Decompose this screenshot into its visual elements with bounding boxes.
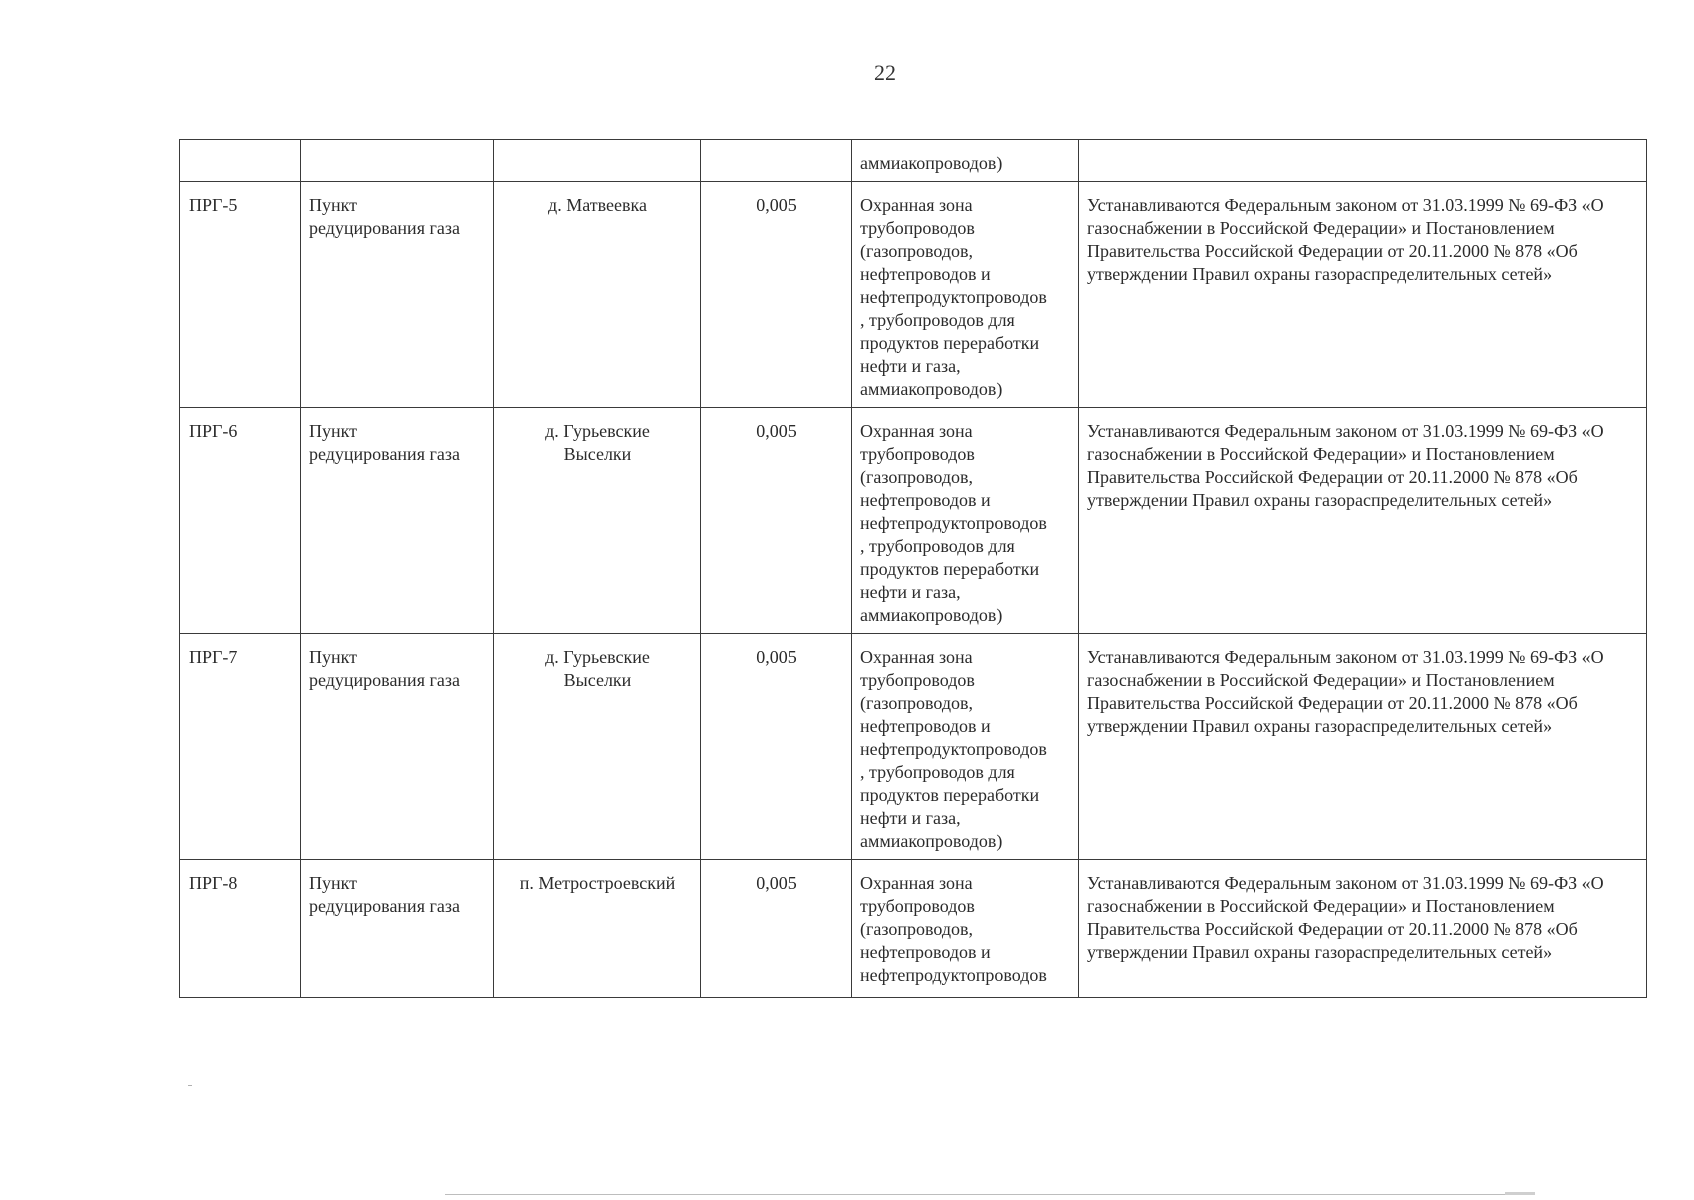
table-row [180, 634, 1647, 860]
object-code: ПРГ-6 [180, 408, 301, 634]
zones-table-container [179, 139, 1646, 998]
scan-edge-line [445, 1194, 1525, 1195]
object-code: ПРГ-5 [180, 182, 301, 408]
legal-basis: Устанавливаются Федеральным законом от 31.03.1999 № 69-ФЗ «О газоснабжении в Российской Федерации» и Постановлением Правительства Российской Федерации от 20.11.2000 № 878 «Об утверждении Правил охраны газораспределительных сетей» [1079, 634, 1647, 860]
scan-speck [1505, 1192, 1535, 1195]
table-cell [180, 140, 301, 182]
object-name: Пункт редуцирования газа [301, 182, 494, 408]
zone-type: Охранная зона трубопроводов (газопроводов, нефтепроводов и нефтепродуктопроводов , трубопроводов для продуктов переработки нефти и газа, аммиакопроводов) [852, 634, 1079, 860]
zone-value: 0,005 [701, 634, 852, 860]
page-number: 22 [874, 60, 896, 85]
object-code: ПРГ-8 [180, 860, 301, 998]
object-name: Пункт редуцирования газа [301, 634, 494, 860]
zone-cell: аммиакопроводов) [852, 140, 1079, 182]
object-location: д. Гурьевские Выселки [494, 634, 701, 860]
zone-type: Охранная зона трубопроводов (газопроводов, нефтепроводов и нефтепродуктопроводов [852, 860, 1079, 998]
legal-basis: Устанавливаются Федеральным законом от 31.03.1999 № 69-ФЗ «О газоснабжении в Российской Федерации» и Постановлением Правительства Российской Федерации от 20.11.2000 № 878 «Об утверждении Правил охраны газораспределительных сетей» [1079, 408, 1647, 634]
legal-basis: Устанавливаются Федеральным законом от 31.03.1999 № 69-ФЗ «О газоснабжении в Российской Федерации» и Постановлением Правительства Российской Федерации от 20.11.2000 № 878 «Об утверждении Правил охраны газораспределительных сетей» [1079, 182, 1647, 408]
table-row [180, 408, 1647, 634]
object-name: Пункт редуцирования газа [301, 408, 494, 634]
continuation-row [180, 140, 1647, 182]
table-row [180, 860, 1647, 998]
object-location: д. Матвеевка [494, 182, 701, 408]
zone-type: Охранная зона трубопроводов (газопроводов, нефтепроводов и нефтепродуктопроводов , трубопроводов для продуктов переработки нефти и газа, аммиакопроводов) [852, 182, 1079, 408]
scan-speck [188, 1085, 192, 1086]
zone-value: 0,005 [701, 860, 852, 998]
zone-type: Охранная зона трубопроводов (газопроводов, нефтепроводов и нефтепродуктопроводов , трубопроводов для продуктов переработки нефти и газа, аммиакопроводов) [852, 408, 1079, 634]
object-location: п. Метростроевский [494, 860, 701, 998]
zone-value: 0,005 [701, 408, 852, 634]
legal-basis: Устанавливаются Федеральным законом от 31.03.1999 № 69-ФЗ «О газоснабжении в Российской Федерации» и Постановлением Правительства Российской Федерации от 20.11.2000 № 878 «Об утверждении Правил охраны газораспределительных сетей» [1079, 860, 1647, 998]
object-code: ПРГ-7 [180, 634, 301, 860]
zones-table [179, 139, 1647, 998]
table-cell [701, 140, 852, 182]
table-cell [1079, 140, 1647, 182]
zone-value: 0,005 [701, 182, 852, 408]
table-row [180, 182, 1647, 408]
table-cell [301, 140, 494, 182]
object-name: Пункт редуцирования газа [301, 860, 494, 998]
object-location: д. Гурьевские Выселки [494, 408, 701, 634]
table-cell [494, 140, 701, 182]
